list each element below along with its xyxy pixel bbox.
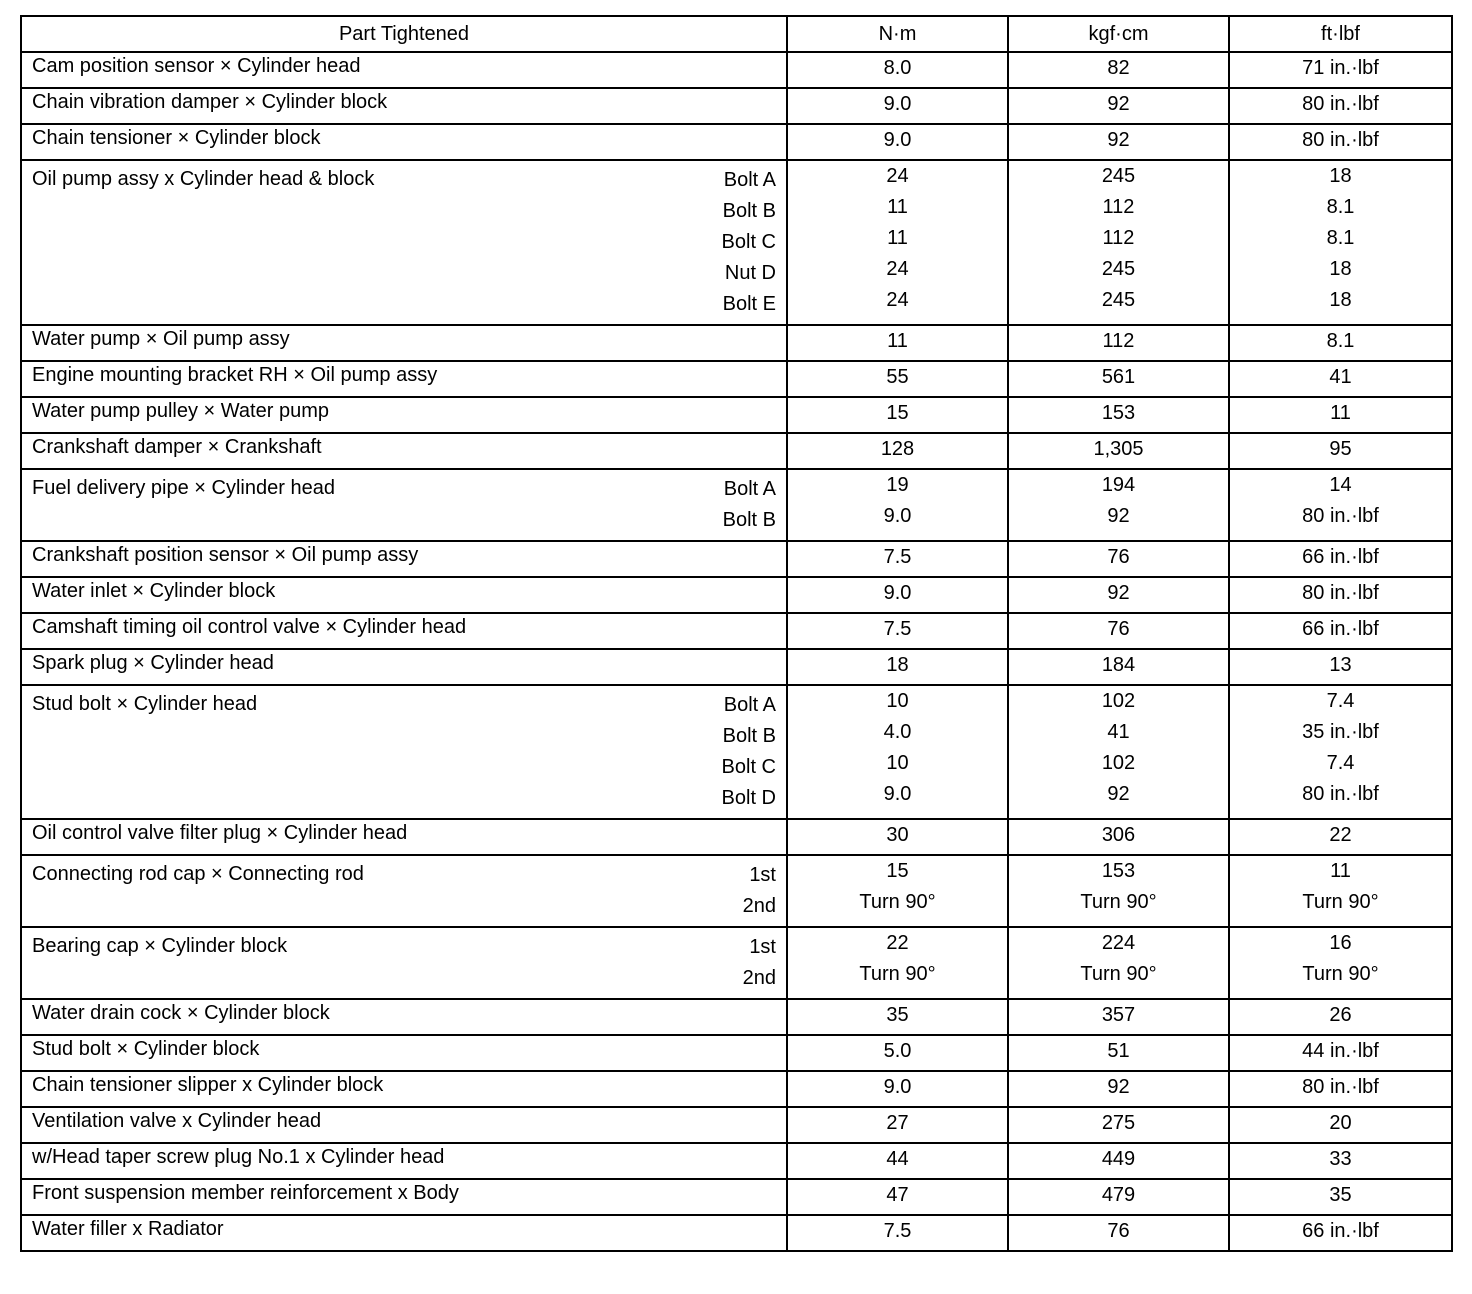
- torque-value: 92: [1107, 582, 1130, 604]
- torque-value: 9.0: [883, 582, 912, 604]
- part-name: Fuel delivery pipe × Cylinder head: [32, 477, 335, 499]
- part-name: Camshaft timing oil control valve × Cylinder head: [32, 616, 467, 638]
- torque-value: 10: [886, 752, 909, 774]
- torque-value: 24: [886, 258, 909, 280]
- header-ft-lbf: ft·lbf: [1229, 16, 1452, 52]
- kgf-cm-cell: [1008, 855, 1229, 927]
- ft-lbf-cell: [1229, 1107, 1452, 1143]
- table-row: [21, 325, 1452, 361]
- part-cell: [21, 433, 787, 469]
- kgf-cm-cell: [1008, 819, 1229, 855]
- ft-lbf-cell: [1229, 52, 1452, 88]
- part-name: Ventilation valve x Cylinder head: [32, 1110, 322, 1132]
- part-name: Water filler x Radiator: [32, 1218, 224, 1240]
- kgf-cm-cell: [1008, 685, 1229, 819]
- fastener-label: Bolt C: [721, 231, 776, 253]
- torque-value: 35: [886, 1004, 909, 1026]
- part-name: Water pump pulley × Water pump: [32, 400, 329, 422]
- kgf-cm-cell: [1008, 361, 1229, 397]
- torque-value: 27: [886, 1112, 909, 1134]
- part-cell: [21, 88, 787, 124]
- nm-cell: [787, 999, 1008, 1035]
- nm-cell: [787, 855, 1008, 927]
- table-row: [21, 1143, 1452, 1179]
- ft-lbf-cell: [1229, 469, 1452, 541]
- torque-value: 82: [1107, 57, 1130, 79]
- torque-value: 224: [1101, 932, 1136, 954]
- header-row: [21, 16, 1452, 52]
- kgf-cm-cell: [1008, 88, 1229, 124]
- torque-specification-table: [20, 15, 1453, 1252]
- part-cell: [21, 469, 787, 541]
- torque-value: 7.4: [1326, 752, 1355, 774]
- part-cell: [21, 927, 787, 999]
- torque-value: 92: [1107, 129, 1130, 151]
- table-row: [21, 577, 1452, 613]
- torque-value: 33: [1329, 1148, 1352, 1170]
- header-part-tightened: Part Tightened: [21, 16, 787, 52]
- ft-lbf-cell: [1229, 927, 1452, 999]
- torque-value: 184: [1101, 654, 1136, 676]
- fastener-labels: [743, 928, 776, 998]
- torque-value: Turn 90°: [1302, 963, 1379, 985]
- kgf-cm-cell: [1008, 1215, 1229, 1251]
- torque-value: 80 in.·lbf: [1302, 783, 1379, 805]
- torque-value: 5.0: [883, 1040, 912, 1062]
- nm-cell: [787, 927, 1008, 999]
- torque-value: 15: [886, 860, 909, 882]
- part-cell: [21, 52, 787, 88]
- torque-value: 76: [1107, 546, 1130, 568]
- torque-value: 4.0: [883, 721, 912, 743]
- torque-value: Turn 90°: [859, 963, 936, 985]
- part-name: Chain vibration damper × Cylinder block: [32, 91, 388, 113]
- torque-value: 80 in.·lbf: [1302, 505, 1379, 527]
- table-row: [21, 819, 1452, 855]
- table-row: [21, 88, 1452, 124]
- ft-lbf-cell: [1229, 999, 1452, 1035]
- ft-lbf-cell: [1229, 1143, 1452, 1179]
- torque-value: 47: [886, 1184, 909, 1206]
- torque-value: 245: [1101, 289, 1136, 311]
- kgf-cm-cell: [1008, 1179, 1229, 1215]
- torque-value: 92: [1107, 783, 1130, 805]
- nm-cell: [787, 124, 1008, 160]
- torque-value: 153: [1101, 860, 1136, 882]
- nm-cell: [787, 433, 1008, 469]
- torque-value: 66 in.·lbf: [1302, 618, 1379, 640]
- torque-value: 9.0: [883, 129, 912, 151]
- fastener-label: 1st: [749, 936, 776, 958]
- part-cell: [21, 361, 787, 397]
- torque-value: 245: [1101, 165, 1136, 187]
- part-cell: [21, 613, 787, 649]
- kgf-cm-cell: [1008, 52, 1229, 88]
- torque-value: 41: [1107, 721, 1130, 743]
- torque-value: 306: [1101, 824, 1136, 846]
- fastener-label: Bolt A: [723, 694, 776, 716]
- nm-cell: [787, 52, 1008, 88]
- torque-value: 22: [886, 932, 909, 954]
- ft-lbf-cell: [1229, 649, 1452, 685]
- part-name: Stud bolt × Cylinder head: [32, 693, 258, 715]
- part-name: Oil control valve filter plug × Cylinder head: [32, 822, 408, 844]
- fastener-label: Nut D: [724, 262, 776, 284]
- part-name: Water pump × Oil pump assy: [32, 328, 290, 350]
- nm-cell: [787, 1215, 1008, 1251]
- kgf-cm-cell: [1008, 325, 1229, 361]
- torque-value: 18: [1329, 258, 1352, 280]
- nm-cell: [787, 1035, 1008, 1071]
- fastener-label: Bolt D: [721, 787, 776, 809]
- nm-cell: [787, 819, 1008, 855]
- table-row: [21, 1179, 1452, 1215]
- torque-value: 15: [886, 402, 909, 424]
- table-row: [21, 160, 1452, 325]
- part-name: Oil pump assy x Cylinder head & block: [32, 168, 375, 190]
- ft-lbf-cell: [1229, 1179, 1452, 1215]
- part-cell: [21, 819, 787, 855]
- part-name: Bearing cap × Cylinder block: [32, 935, 288, 957]
- nm-cell: [787, 361, 1008, 397]
- torque-value: 24: [886, 165, 909, 187]
- fastener-label: Bolt B: [722, 725, 776, 747]
- torque-value: 561: [1101, 366, 1136, 388]
- nm-cell: [787, 160, 1008, 325]
- part-name: Engine mounting bracket RH × Oil pump assy: [32, 364, 438, 386]
- torque-value: 11: [887, 196, 908, 218]
- torque-value: 9.0: [883, 1076, 912, 1098]
- torque-value: 8.1: [1326, 227, 1355, 249]
- torque-value: 80 in.·lbf: [1302, 129, 1379, 151]
- torque-value: 20: [1329, 1112, 1352, 1134]
- torque-value: 14: [1329, 474, 1352, 496]
- torque-value: 102: [1101, 690, 1136, 712]
- table-row: [21, 613, 1452, 649]
- torque-value: 13: [1329, 654, 1352, 676]
- torque-value: 26: [1329, 1004, 1352, 1026]
- fastener-label: 2nd: [742, 895, 776, 917]
- torque-value: 35 in.·lbf: [1302, 721, 1379, 743]
- torque-value: 112: [1102, 227, 1135, 249]
- nm-cell: [787, 613, 1008, 649]
- ft-lbf-cell: [1229, 1071, 1452, 1107]
- ft-lbf-cell: [1229, 1215, 1452, 1251]
- kgf-cm-cell: [1008, 1035, 1229, 1071]
- ft-lbf-cell: [1229, 160, 1452, 325]
- table-row: [21, 469, 1452, 541]
- fastener-label: Bolt B: [722, 200, 776, 222]
- torque-value: 76: [1107, 618, 1130, 640]
- part-cell: [21, 325, 787, 361]
- ft-lbf-cell: [1229, 88, 1452, 124]
- torque-value: 92: [1107, 505, 1130, 527]
- torque-value: 35: [1329, 1184, 1352, 1206]
- torque-value: 7.4: [1326, 690, 1355, 712]
- kgf-cm-cell: [1008, 927, 1229, 999]
- part-cell: [21, 160, 787, 325]
- fastener-labels: [723, 470, 776, 540]
- torque-value: 245: [1101, 258, 1136, 280]
- ft-lbf-cell: [1229, 819, 1452, 855]
- torque-value: 7.5: [883, 1220, 912, 1242]
- kgf-cm-cell: [1008, 613, 1229, 649]
- ft-lbf-cell: [1229, 325, 1452, 361]
- part-cell: [21, 541, 787, 577]
- header-nm: N·m: [787, 16, 1008, 52]
- torque-value: Turn 90°: [859, 891, 936, 913]
- torque-value: 80 in.·lbf: [1302, 93, 1379, 115]
- torque-value: 18: [1329, 165, 1352, 187]
- part-name: Chain tensioner × Cylinder block: [32, 127, 321, 149]
- kgf-cm-cell: [1008, 649, 1229, 685]
- part-name: w/Head taper screw plug No.1 x Cylinder head: [32, 1146, 445, 1168]
- table-row: [21, 361, 1452, 397]
- torque-value: 11: [887, 330, 908, 352]
- torque-value: Turn 90°: [1302, 891, 1379, 913]
- kgf-cm-cell: [1008, 577, 1229, 613]
- fastener-label: Bolt C: [721, 756, 776, 778]
- kgf-cm-cell: [1008, 433, 1229, 469]
- table-row: [21, 855, 1452, 927]
- nm-cell: [787, 325, 1008, 361]
- part-cell: [21, 1071, 787, 1107]
- torque-value: 18: [886, 654, 909, 676]
- torque-value: Turn 90°: [1080, 891, 1157, 913]
- part-cell: [21, 1143, 787, 1179]
- nm-cell: [787, 397, 1008, 433]
- torque-value: 80 in.·lbf: [1302, 1076, 1379, 1098]
- ft-lbf-cell: [1229, 613, 1452, 649]
- nm-cell: [787, 685, 1008, 819]
- part-name: Crankshaft damper × Crankshaft: [32, 436, 322, 458]
- table-row: [21, 1071, 1452, 1107]
- torque-value: 92: [1107, 93, 1130, 115]
- torque-value: 9.0: [883, 783, 912, 805]
- ft-lbf-cell: [1229, 1035, 1452, 1071]
- part-name: Cam position sensor × Cylinder head: [32, 55, 361, 77]
- torque-value: 18: [1329, 289, 1352, 311]
- part-cell: [21, 999, 787, 1035]
- part-cell: [21, 685, 787, 819]
- part-name: Chain tensioner slipper x Cylinder block: [32, 1074, 384, 1096]
- part-cell: [21, 397, 787, 433]
- part-cell: [21, 649, 787, 685]
- table-row: [21, 541, 1452, 577]
- ft-lbf-cell: [1229, 361, 1452, 397]
- torque-value: 479: [1101, 1184, 1136, 1206]
- header-kgf-cm: kgf·cm: [1008, 16, 1229, 52]
- ft-lbf-cell: [1229, 397, 1452, 433]
- kgf-cm-cell: [1008, 397, 1229, 433]
- table-row: [21, 1107, 1452, 1143]
- table-row: [21, 1035, 1452, 1071]
- kgf-cm-cell: [1008, 1107, 1229, 1143]
- part-name: Front suspension member reinforcement x Body: [32, 1182, 459, 1204]
- table-body: [21, 52, 1452, 1251]
- table-row: [21, 124, 1452, 160]
- part-name: Spark plug × Cylinder head: [32, 652, 274, 674]
- torque-value: 80 in.·lbf: [1302, 582, 1379, 604]
- torque-value: 24: [886, 289, 909, 311]
- torque-value: 153: [1101, 402, 1136, 424]
- torque-value: 30: [886, 824, 909, 846]
- torque-value: 44 in.·lbf: [1302, 1040, 1379, 1062]
- torque-value: 92: [1107, 1076, 1130, 1098]
- nm-cell: [787, 1071, 1008, 1107]
- torque-value: 8.1: [1326, 330, 1355, 352]
- torque-value: Turn 90°: [1080, 963, 1157, 985]
- part-cell: [21, 1035, 787, 1071]
- torque-value: 11: [887, 227, 908, 249]
- table-row: [21, 927, 1452, 999]
- part-cell: [21, 577, 787, 613]
- torque-value: 449: [1101, 1148, 1136, 1170]
- torque-value: 8.1: [1326, 196, 1355, 218]
- fastener-label: Bolt B: [722, 509, 776, 531]
- kgf-cm-cell: [1008, 1071, 1229, 1107]
- torque-value: 102: [1101, 752, 1136, 774]
- part-cell: [21, 124, 787, 160]
- part-name: Water inlet × Cylinder block: [32, 580, 276, 602]
- nm-cell: [787, 1107, 1008, 1143]
- torque-value: 9.0: [883, 93, 912, 115]
- table-row: [21, 685, 1452, 819]
- nm-cell: [787, 469, 1008, 541]
- ft-lbf-cell: [1229, 685, 1452, 819]
- torque-value: 7.5: [883, 618, 912, 640]
- torque-value: 9.0: [883, 505, 912, 527]
- torque-value: 66 in.·lbf: [1302, 1220, 1379, 1242]
- part-cell: [21, 1179, 787, 1215]
- torque-value: 66 in.·lbf: [1302, 546, 1379, 568]
- part-cell: [21, 855, 787, 927]
- part-name: Water drain cock × Cylinder block: [32, 1002, 330, 1024]
- torque-value: 128: [880, 438, 915, 460]
- torque-value: 194: [1101, 474, 1136, 496]
- kgf-cm-cell: [1008, 469, 1229, 541]
- table-row: [21, 999, 1452, 1035]
- torque-value: 8.0: [883, 57, 912, 79]
- fastener-label: Bolt A: [723, 169, 776, 191]
- table-row: [21, 1215, 1452, 1251]
- torque-value: 19: [886, 474, 909, 496]
- torque-value: 55: [886, 366, 909, 388]
- torque-value: 11: [1330, 402, 1351, 424]
- nm-cell: [787, 649, 1008, 685]
- torque-value: 112: [1102, 196, 1135, 218]
- nm-cell: [787, 1179, 1008, 1215]
- kgf-cm-cell: [1008, 999, 1229, 1035]
- part-name: Stud bolt × Cylinder block: [32, 1038, 260, 1060]
- table-row: [21, 433, 1452, 469]
- table-row: [21, 397, 1452, 433]
- fastener-labels: [722, 161, 776, 324]
- kgf-cm-cell: [1008, 160, 1229, 325]
- torque-value: 76: [1107, 1220, 1130, 1242]
- nm-cell: [787, 88, 1008, 124]
- torque-value: 22: [1329, 824, 1352, 846]
- ft-lbf-cell: [1229, 855, 1452, 927]
- part-cell: [21, 1215, 787, 1251]
- torque-value: 7.5: [883, 546, 912, 568]
- nm-cell: [787, 541, 1008, 577]
- torque-value: 10: [886, 690, 909, 712]
- ft-lbf-cell: [1229, 124, 1452, 160]
- torque-value: 112: [1102, 330, 1135, 352]
- torque-value: 11: [1330, 860, 1351, 882]
- torque-value: 95: [1329, 438, 1352, 460]
- ft-lbf-cell: [1229, 541, 1452, 577]
- torque-value: 357: [1101, 1004, 1136, 1026]
- fastener-labels: [722, 686, 776, 818]
- torque-value: 51: [1107, 1040, 1130, 1062]
- fastener-labels: [743, 856, 776, 926]
- torque-value: 71 in.·lbf: [1302, 57, 1379, 79]
- torque-value: 275: [1101, 1112, 1136, 1134]
- fastener-label: Bolt A: [723, 478, 776, 500]
- ft-lbf-cell: [1229, 577, 1452, 613]
- kgf-cm-cell: [1008, 1143, 1229, 1179]
- kgf-cm-cell: [1008, 124, 1229, 160]
- fastener-label: 2nd: [742, 967, 776, 989]
- part-name: Connecting rod cap × Connecting rod: [32, 863, 364, 885]
- kgf-cm-cell: [1008, 541, 1229, 577]
- nm-cell: [787, 577, 1008, 613]
- table-row: [21, 649, 1452, 685]
- torque-value: 41: [1329, 366, 1352, 388]
- torque-value: 16: [1329, 932, 1352, 954]
- table-row: [21, 52, 1452, 88]
- fastener-label: Bolt E: [722, 293, 776, 315]
- part-cell: [21, 1107, 787, 1143]
- torque-value: 1,305: [1093, 438, 1144, 460]
- nm-cell: [787, 1143, 1008, 1179]
- ft-lbf-cell: [1229, 433, 1452, 469]
- fastener-label: 1st: [749, 864, 776, 886]
- torque-value: 44: [886, 1148, 909, 1170]
- part-name: Crankshaft position sensor × Oil pump assy: [32, 544, 419, 566]
